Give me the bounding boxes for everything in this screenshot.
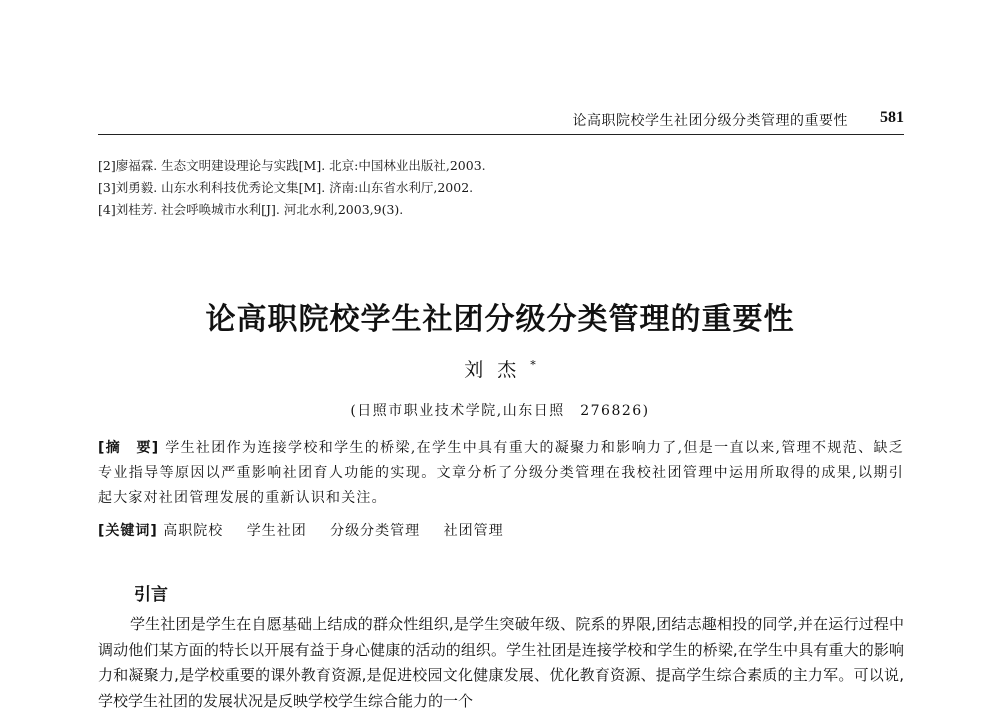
- keyword: 分级分类管理: [330, 523, 421, 539]
- reference-item: [4]刘桂芳. 社会呼唤城市水利[J]. 河北水利,2003,9(3).: [98, 202, 404, 217]
- author-footnote-mark: *: [530, 358, 536, 372]
- keywords: [98, 519, 904, 544]
- running-head: [98, 108, 904, 135]
- keyword: 社团管理: [443, 523, 504, 539]
- author-affiliation: (日照市职业技术学院,山东日照 276826): [350, 403, 650, 419]
- keyword: 高职院校: [163, 523, 224, 539]
- abstract-text: 学生社团作为连接学校和学生的桥梁,在学生中具有重大的凝聚力和影响力了,但是一直以来,管理不规范、缺乏专业指导等原因以严重影响社团育人功能的实现。文章分析了分级分类管理在我校社团管理中运用所取得的成果,以期引起大家对社团管理发展的重新认识和关注。: [98, 440, 904, 506]
- reference-list: [98, 155, 904, 221]
- reference-item: [2]廖福霖. 生态文明建设理论与实践[M]. 北京:中国林业出版社,2003.: [98, 158, 486, 173]
- page-number: 581: [880, 109, 904, 126]
- author-name: 刘杰: [464, 359, 531, 381]
- author-line: [0, 355, 1000, 382]
- abstract-label: [摘 要]: [98, 440, 160, 456]
- section-heading: 引言: [134, 585, 168, 605]
- body-paragraph: 学生社团是学生在自愿基础上结成的群众性组织,是学生突破年级、院系的界限,团结志趣相投的同学,并在运行过程中调动他们某方面的特长以开展有益于身心健康的活动的组织。学生社团是连接学校和学生的桥梁,在学生中具有重大的影响力和凝聚力,是学校重要的课外教育资源,是促进校园文化健康发展、优化教育资源、提高学生综合素质的主力军。可以说,学校学生社团的发展状况是反映学校学生综合能力的一个: [98, 615, 904, 710]
- running-head-title: 论高职院校学生社团分级分类管理的重要性: [572, 113, 848, 129]
- article-title: 论高职院校学生社团分级分类管理的重要性: [205, 302, 795, 337]
- reference-item: [3]刘勇毅. 山东水利科技优秀论文集[M]. 济南:山东省水利厅,2002.: [98, 180, 474, 195]
- keyword: 学生社团: [246, 523, 307, 539]
- abstract: [98, 436, 904, 511]
- keywords-label: [关键词]: [98, 523, 158, 539]
